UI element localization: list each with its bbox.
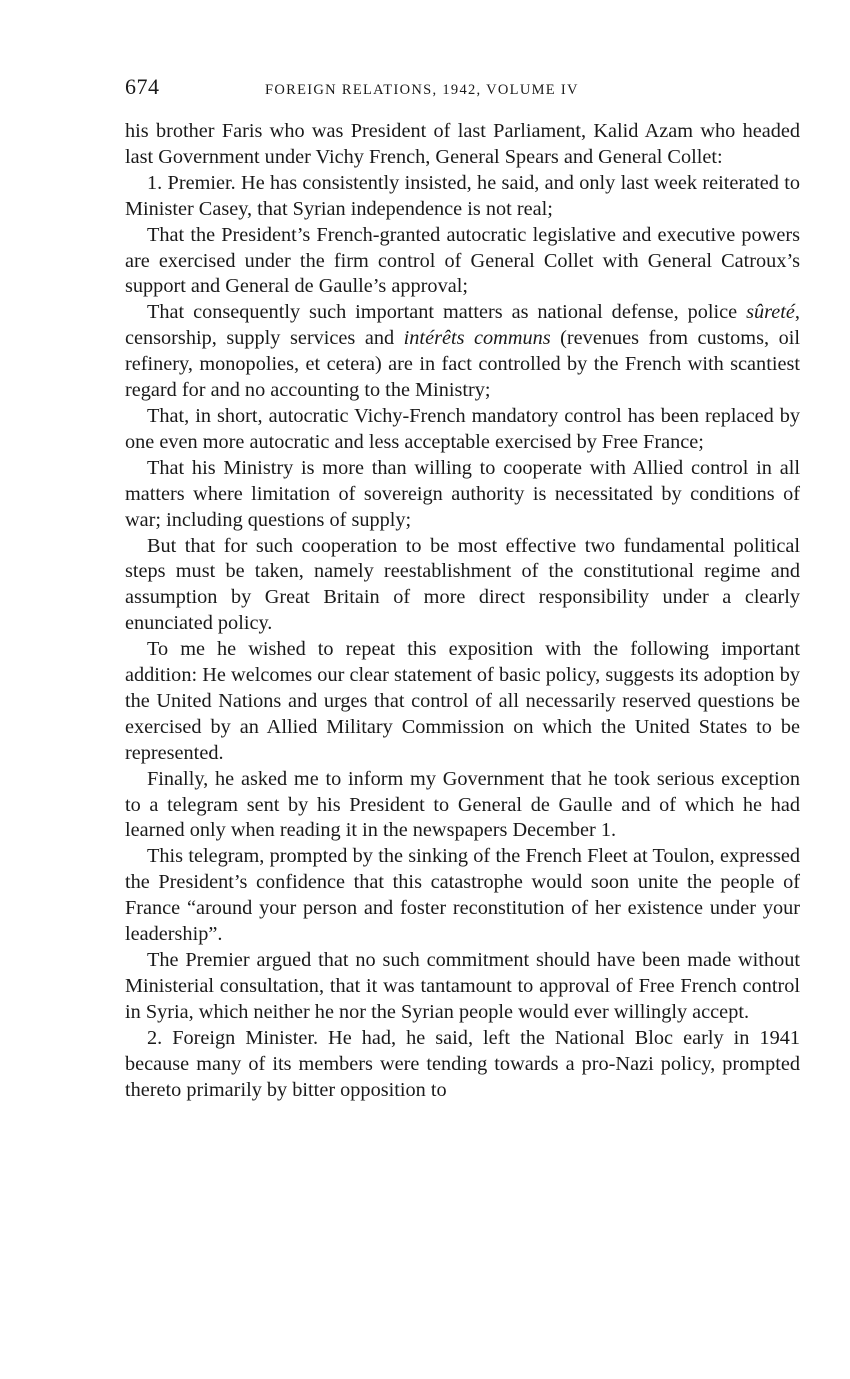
italic-term-interets-communs: intérêts communs	[403, 327, 551, 350]
paragraph: But that for such cooperation to be most effective two fundamental political steps must be taken, namely reestablishment of the constitutional regime and assumption by Great Britain of more direct responsibility under a clearly enunciated policy.	[125, 534, 800, 635]
paragraph-premier: 1. Premier. He has consistently insisted, he said, and only last week reiterated to Minister Casey, that Syrian independence is not real;	[125, 171, 800, 220]
body-text	[125, 119, 800, 1103]
paragraph-continuation: his brother Faris who was President of last Parliament, Kalid Azam who headed last Government under Vichy French, General Spears and General Collet:	[125, 120, 800, 168]
running-title: FOREIGN RELATIONS, 1942, VOLUME IV	[265, 82, 579, 98]
paragraph: Finally, he asked me to inform my Government that he took serious exception to a telegram sent by his President to General de Gaulle and of which he had learned only when reading it in the newspapers December 1.	[125, 767, 800, 842]
paragraph: That the President’s French-granted autocratic legislative and executive powers are exercised under the firm control of General Collet with General Catroux’s support and General de Gaulle’s approval;	[125, 223, 800, 298]
paragraph: To me he wished to repeat this exposition with the following important addition: He welcomes our clear statement of basic policy, suggests its adoption by the United Nations and urges that control of all necessarily reserved questions be exercised by an Allied Military Commission on which the United States to be represented.	[125, 638, 800, 764]
paragraph: This telegram, prompted by the sinking of the French Fleet at Toulon, expressed the President’s confidence that this catastrophe would soon unite the people of France “around your person and foster reconstitution of her existence under your leadership”.	[125, 845, 800, 946]
paragraph: That, in short, autocratic Vichy-French mandatory control has been replaced by one even more autocratic and less acceptable exercised by Free France;	[125, 404, 800, 453]
document-page	[125, 74, 800, 1103]
text-run: , censorship, supply services and	[125, 301, 800, 350]
paragraph: The Premier argued that no such commitment should have been made without Ministerial consultation, that it was tantamount to approval of Free French control in Syria, which neither he nor the Syrian people would ever willingly accept.	[125, 949, 800, 1023]
paragraph-with-italics	[125, 300, 800, 404]
paragraph-foreign-minister: 2. Foreign Minister. He had, he said, left the National Bloc early in 1941 because many of its members were tending towards a pro-Nazi policy, prompted thereto primarily by bitter opposition to	[125, 1026, 800, 1101]
text-run: That consequently such important matters as national defense, police	[147, 301, 747, 324]
running-head	[125, 74, 800, 108]
text-run: (revenues from customs, oil refinery, monopolies, et cetera) are in fact controlled by the French with scantiest regard for and no accounting to the Ministry;	[125, 327, 800, 402]
page-number: 674	[125, 74, 160, 99]
italic-term-surete: sûreté	[746, 301, 795, 324]
paragraph: That his Ministry is more than willing to cooperate with Allied control in all matters where limitation of sovereign authority is necessitated by conditions of war; including questions of supply;	[125, 456, 800, 531]
